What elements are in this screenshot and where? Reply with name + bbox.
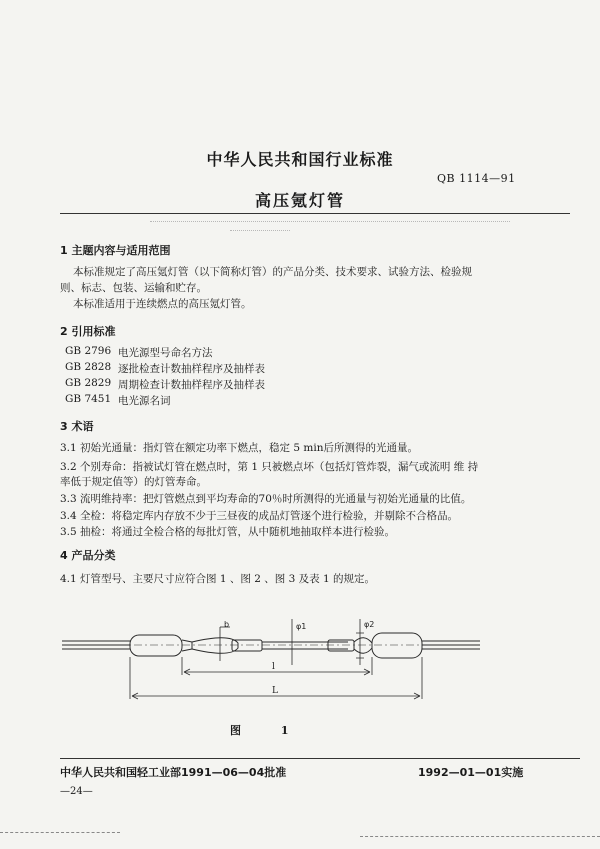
footer-rule	[60, 758, 580, 759]
term-3-3: 3.3 流明维持率：把灯管燃点到平均寿命的70％时所测得的光通量与初始光通量的比值。	[60, 493, 472, 505]
dim-b-label: b	[224, 620, 230, 629]
ref-code: GB 7451	[65, 393, 112, 405]
ref-title: 电光源型号命名方法	[118, 347, 213, 359]
dim-d1-label: φ1	[296, 622, 307, 631]
section-2-heading: 2 引用标准	[60, 325, 116, 338]
section-1-para-1-line-1: 本标准规定了高压氪灯管（以下简称灯管）的产品分类、技术要求、试验方法、检验规	[73, 266, 472, 278]
dim-l-label: l	[272, 662, 275, 672]
section-1-heading: 1 主题内容与适用范围	[60, 244, 171, 257]
ref-code: GB 2828	[65, 361, 112, 373]
section-4-heading: 4 产品分类	[60, 549, 116, 562]
term-3-2-line-1: 3.2 个别寿命：指被试灯管在燃点时，第 1 只被燃点坏（包括灯管炸裂，漏气或流明 维 持	[60, 461, 479, 473]
ref-code: GB 2829	[65, 377, 112, 389]
section-3-heading: 3 术语	[60, 420, 94, 433]
term-3-1: 3.1 初始光通量：指灯管在额定功率下燃点，稳定 5 min后所测得的光通量。	[60, 442, 418, 454]
header-rule	[60, 213, 570, 214]
clause-4-1: 4.1 灯管型号、主要尺寸应符合图 1 、图 2 、图 3 及表 1 的规定。	[60, 573, 375, 585]
dim-d2-label: φ2	[364, 620, 375, 629]
standard-code: QB 1114—91	[437, 172, 516, 185]
term-3-4: 3.4 全检：将稳定库内存放不少于三昼夜的成品灯管逐个进行检验，并剔除不合格品。	[60, 510, 459, 522]
bleed-through-line	[150, 221, 510, 222]
lamp-diagram	[60, 605, 490, 720]
ref-title: 电光源名词	[118, 395, 171, 407]
section-1-para-2: 本标准适用于连续燃点的高压氪灯管。	[73, 298, 252, 310]
bleed-through-line-2	[230, 230, 290, 231]
standard-title: 中华人民共和国行业标准	[206, 150, 394, 169]
ref-code: GB 2796	[65, 345, 112, 357]
figure-caption: 图 1	[230, 724, 307, 737]
term-3-2-line-2: 率低于规定值等）的灯管寿命。	[60, 476, 207, 488]
scan-artifact-left	[0, 832, 120, 833]
effective-date: 1992—01—01实施	[418, 766, 524, 779]
section-1-para-1-line-2: 则、标志、包装、运输和贮存。	[60, 282, 207, 294]
scan-artifact-right	[360, 836, 600, 837]
ref-title: 逐批检查计数抽样程序及抽样表	[118, 363, 265, 375]
dim-L-label: L	[272, 686, 278, 696]
document-title: 高压氪灯管	[254, 191, 345, 210]
term-3-5: 3.5 抽检：将通过全检合格的每批灯管，从中随机地抽取样本进行检验。	[60, 526, 396, 538]
approval-date: 中华人民共和国轻工业部1991—06—04批准	[60, 766, 287, 779]
page-number: —24—	[60, 786, 93, 797]
ref-title: 周期检查计数抽样程序及抽样表	[118, 379, 265, 391]
